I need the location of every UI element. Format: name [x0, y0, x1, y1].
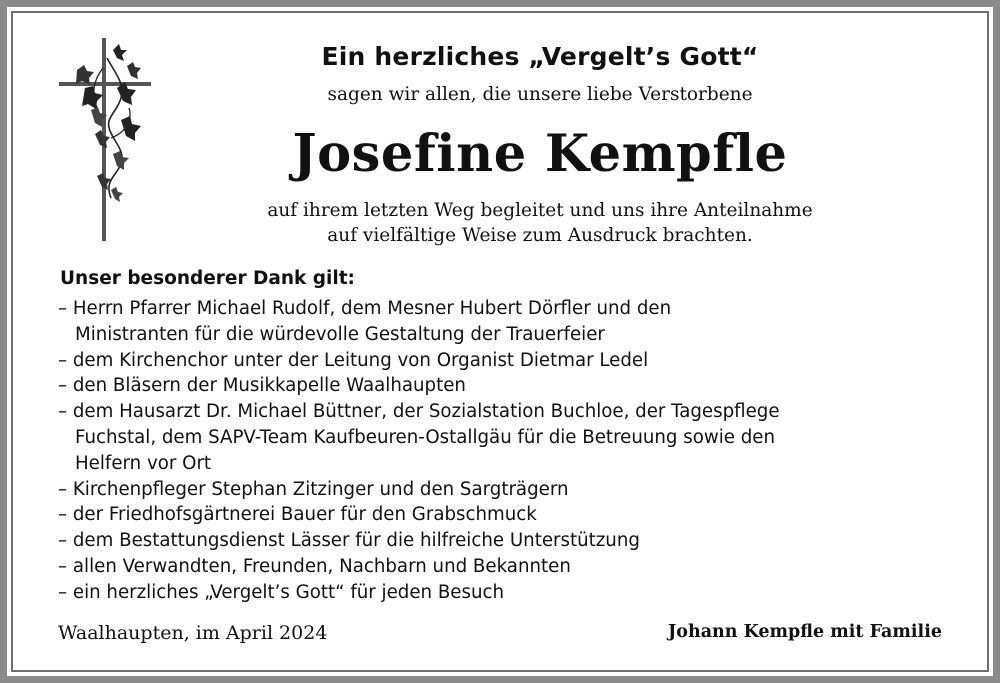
thanks-item [58, 580, 958, 606]
thanks-item-line: – ein herzliches „Vergelt’s Gott“ für jeden Besuch [58, 581, 505, 603]
thanks-item-line: – dem Hausarzt Dr. Michael Büttner, der Sozialstation Buchloe, der Tagespflege [58, 401, 780, 423]
thanks-item-line: – Kirchenpfleger Stephan Zitzinger und den Sargträgern [58, 478, 569, 500]
thanks-item-line: Fuchstal, dem SAPV-Team Kaufbeuren-Ostallgäu für die Betreuung sowie den [75, 426, 776, 448]
thanks-title: Unser besonderer Dank gilt: [60, 268, 355, 289]
thanks-item-line: – den Bläsern der Musikkapelle Waalhaupten [58, 375, 466, 397]
thanks-item [58, 399, 958, 476]
deceased-name: Josefine Kempfle [292, 124, 788, 184]
escort-line: auf vielfältige Weise zum Ausdruck brachten. [327, 225, 753, 246]
thanks-item [58, 554, 958, 580]
escort-line: auf ihrem letzten Weg begleitet und uns ihre Anteilnahme [267, 200, 813, 221]
thanks-list [58, 296, 958, 606]
thanks-item [58, 502, 958, 528]
thanks-item [58, 348, 958, 374]
thanks-item [58, 477, 958, 503]
thanks-item [58, 528, 958, 554]
signature: Johann Kempfle mit Familie [668, 622, 942, 642]
thanks-item [58, 373, 958, 399]
notice-heading: Ein herzliches „Vergelt’s Gott“ [321, 42, 759, 71]
thanks-item-line: – dem Bestattungsdienst Lässer für die hilfreiche Unterstützung [58, 530, 640, 552]
thanks-item [58, 296, 958, 348]
thanks-item-line: – allen Verwandten, Freunden, Nachbarn und Bekannten [58, 555, 571, 577]
thanks-item-line: Ministranten für die würdevolle Gestaltung der Trauerfeier [75, 323, 605, 345]
thanks-item-line: – der Friedhofsgärtnerei Bauer für den Grabschmuck [58, 504, 537, 526]
place-date: Waalhaupten, im April 2024 [58, 622, 328, 644]
thanks-item-line: – dem Kirchenchor unter der Leitung von Organist Dietmar Ledel [58, 349, 649, 371]
notice-subheading: sagen wir allen, die unsere liebe Verstorbene [327, 84, 753, 105]
thanks-item-line: Helfern vor Ort [75, 452, 212, 474]
thanks-item-line: – Herrn Pfarrer Michael Rudolf, dem Mesner Hubert Dörfler und den [58, 298, 672, 319]
cross-with-ivy-icon [55, 38, 160, 243]
